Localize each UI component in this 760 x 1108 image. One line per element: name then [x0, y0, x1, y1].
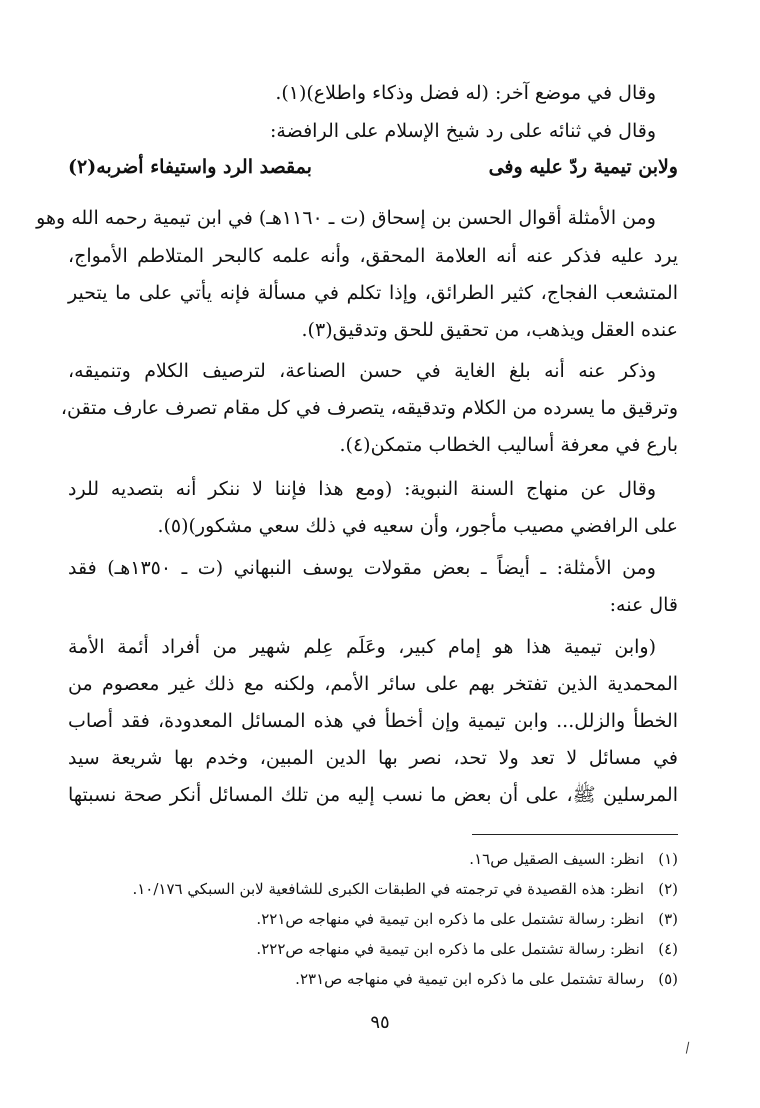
footnote-number: (٥): [658, 970, 678, 988]
footnote-number: (٣): [658, 910, 678, 928]
footnote-5: [68, 967, 678, 991]
body-line-6: عنده العقل ويذهب، من تحقيق للحق وتدقيق(٣).: [301, 319, 678, 341]
footnote-text: رسالة تشتمل على ما ذكره ابن تيمية في منهاجه ص٢٣١.: [295, 970, 644, 988]
footnote-2: [68, 877, 678, 901]
body-line-10: وقال عن منهاج السنة النبوية: (ومع هذا فإننا لا ننكر أنه بتصديه للرد: [68, 478, 656, 500]
body-line-11: على الرافضي مصيب مأجور، وأن سعيه في ذلك سعي مشكور)(٥).: [157, 515, 678, 537]
footnote-1: [68, 847, 678, 871]
quote-line-2: المحمدية الذين تفتخر بهم على سائر الأمم، ولكنه مع ذلك غير معصوم من: [68, 673, 678, 695]
footnote-number: (٢): [658, 880, 678, 898]
quote-line-4: في مسائل لا تعد ولا تحد، نصر بها الدين المبين، وخدم بها شريعة سيد: [68, 747, 678, 769]
poem-verse: [68, 150, 678, 184]
body-line-9: بارع في معرفة أساليب الخطاب متمكن(٤).: [339, 434, 678, 456]
scan-mark: [686, 1042, 692, 1055]
poem-hemistich-1: ولابن تيمية ردّ عليه وفى: [488, 156, 678, 178]
footnote-separator: [472, 834, 678, 835]
footnote-3: [68, 907, 678, 931]
footnote-text: انظر: رسالة تشتمل على ما ذكره ابن تيمية في منهاجه ص٢٢١.: [256, 910, 644, 928]
page-number: ٩٥: [370, 1012, 390, 1033]
footnote-text: انظر: رسالة تشتمل على ما ذكره ابن تيمية في منهاجه ص٢٢٢.: [256, 940, 644, 958]
poem-hemistich-2: بمقصد الرد واستيفاء أضربه(٢): [68, 156, 312, 178]
body-line-4: يرد عليه فذكر عنه أنه العلامة المحقق، وأنه علمه كالبحر المتلاطم الأمواج،: [68, 245, 678, 267]
body-line-5: المتشعب الفجاج، كثير الطرائق، وإذا تكلم في مسألة فإنه يأتي على ما يتحير: [68, 282, 678, 304]
quote-line-5: المرسلين ﷺ، على أن بعض ما نسب إليه من تلك المسائل أنكر صحة نسبتها: [68, 784, 678, 806]
footnote-number: (١): [658, 850, 678, 868]
quote-line-1: (وابن تيمية هذا هو إمام كبير، وعَلَم عِلم شهير من أفراد أئمة الأمة: [68, 636, 656, 658]
footnote-4: [68, 937, 678, 961]
body-line-3: ومن الأمثلة أقوال الحسن بن إسحاق (ت ـ ١١٦٠هـ) في ابن تيمية رحمه الله وهو: [36, 207, 656, 229]
body-line-1: وقال في موضع آخر: (له فضل وذكاء واطلاع)(١).: [275, 82, 656, 104]
body-line-12: ومن الأمثلة: ـ أيضاً ـ بعض مقولات يوسف النبهاني (ت ـ ١٣٥٠هـ) فقد: [68, 557, 656, 579]
footnote-number: (٤): [658, 940, 678, 958]
body-line-13: قال عنه:: [609, 594, 678, 616]
quote-line-3: الخطأ والزلل... وابن تيمية وإن أخطأ في هذه المسائل المعدودة، فقد أصاب: [68, 710, 678, 732]
body-line-7: وذكر عنه أنه بلغ الغاية في حسن الصناعة، لترصيف الكلام وتنميقه،: [68, 360, 656, 382]
footnote-text: انظر: هذه القصيدة في ترجمته في الطبقات الكبرى للشافعية لابن السبكي ١٠/١٧٦.: [132, 880, 644, 898]
footnote-text: انظر: السيف الصقيل ص١٦.: [469, 850, 644, 868]
body-line-2: وقال في ثنائه على رد شيخ الإسلام على الرافضة:: [270, 120, 656, 142]
body-line-8: وترقيق ما يسرده من الكلام وتدقيقه، يتصرف في كل مقام تصرف عارف متقن،: [60, 397, 678, 419]
